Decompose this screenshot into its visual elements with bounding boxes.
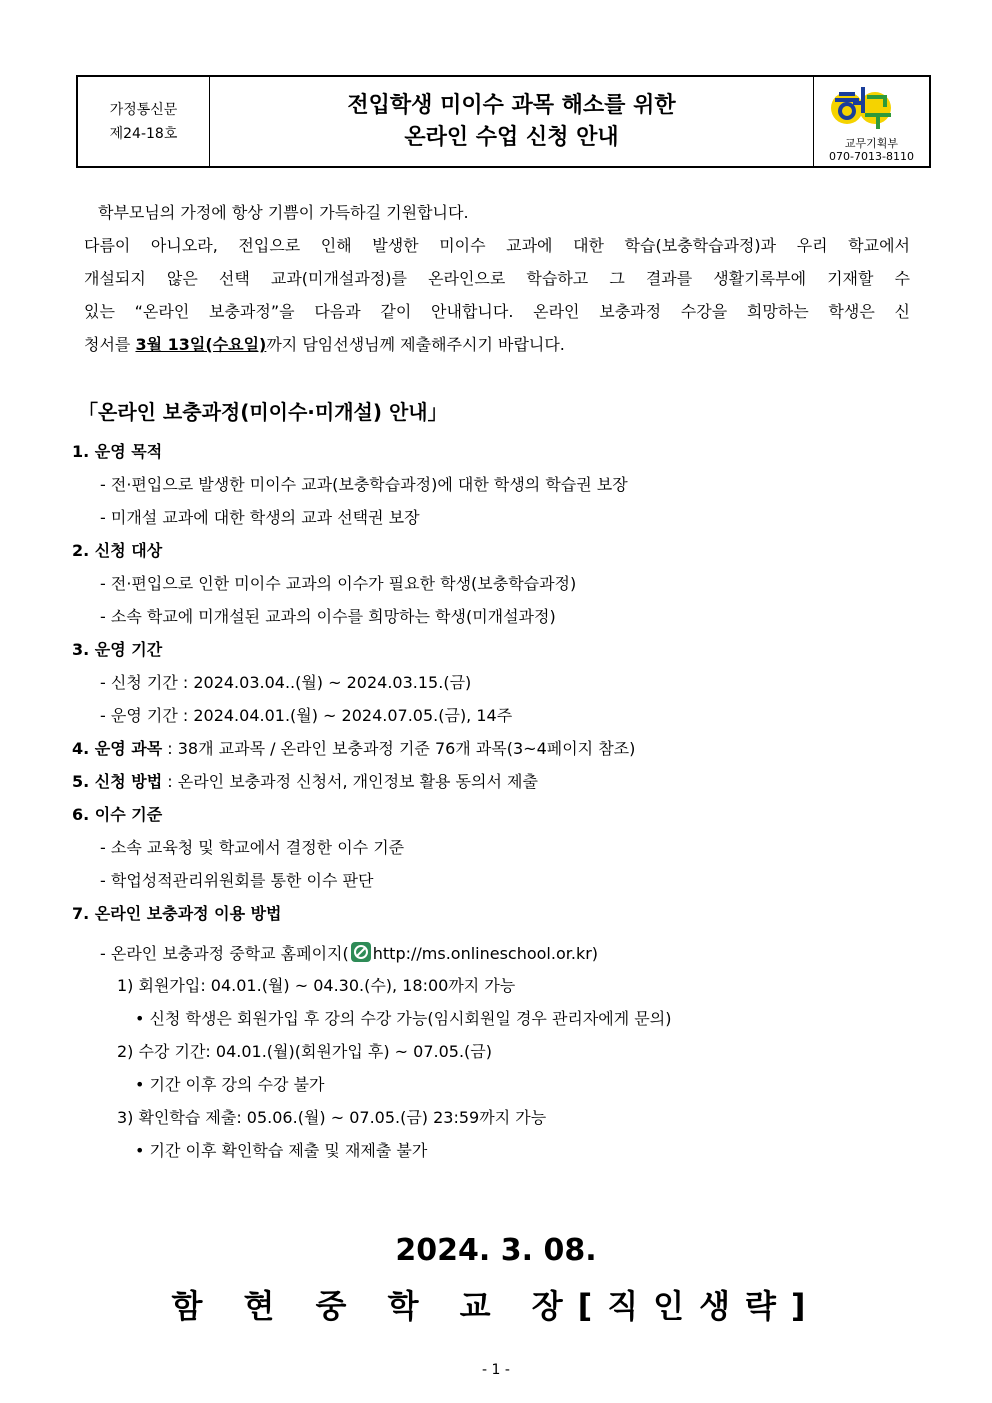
intro-line: 다름이 아니오라, 전입으로 인해 발생한 미이수 교과에 대한 학습(보충학습과정)과 우리 학교에서 bbox=[84, 236, 910, 255]
list-item: - 운영 기간 : 2024.04.01.(월) ~ 2024.07.05.(금), 14주 bbox=[100, 706, 513, 725]
notice-number-box bbox=[78, 77, 210, 166]
method-value: : 온라인 보충과정 신청서, 개인정보 활용 동의서 제출 bbox=[162, 772, 538, 791]
department-phone: 070-7013-8110 bbox=[829, 150, 914, 163]
bullet-item: • 기간 이후 강의 수강 불가 bbox=[135, 1075, 325, 1094]
homepage-label: - 온라인 보충과정 중학교 홈페이지( bbox=[100, 944, 349, 963]
heading-period: 3. 운영 기간 bbox=[72, 640, 163, 659]
heading-purpose: 1. 운영 목적 bbox=[72, 442, 163, 461]
courses-value: : 38개 교과목 / 온라인 보충과정 기준 76개 과목(3~4페이지 참조) bbox=[162, 739, 636, 758]
page-number: - 1 - bbox=[482, 1362, 510, 1378]
heading-courses: 4. 운영 과목 bbox=[72, 739, 163, 758]
courses-line bbox=[72, 739, 635, 759]
list-item: - 신청 기간 : 2024.03.04..(월) ~ 2024.03.15.(금) bbox=[100, 673, 472, 692]
deadline-date: 3월 13일(수요일) bbox=[135, 335, 267, 354]
list-item: - 전·편입으로 인한 미이수 교과의 이수가 필요한 학생(보충학습과정) bbox=[100, 574, 577, 593]
intro-text: 까지 담임선생님께 제출해주시기 바랍니다. bbox=[266, 335, 565, 354]
school-logo bbox=[826, 83, 896, 135]
list-item: - 미개설 교과에 대한 학생의 교과 선택권 보장 bbox=[100, 508, 420, 527]
heading-target: 2. 신청 대상 bbox=[72, 541, 163, 560]
list-item: 2) 수강 기간: 04.01.(월)(회원가입 후) ~ 07.05.(금) bbox=[117, 1042, 492, 1061]
heading-usage: 7. 온라인 보충과정 이용 방법 bbox=[72, 904, 282, 923]
list-item: - 전·편입으로 발생한 미이수 교과(보충학습과정)에 대한 학생의 학습권 보장 bbox=[100, 475, 628, 494]
homepage-url[interactable]: http://ms.onlineschool.or.kr) bbox=[372, 944, 599, 963]
list-item: - 소속 학교에 미개설된 교과의 이수를 희망하는 학생(미개설과정) bbox=[100, 607, 556, 626]
list-item: 3) 확인학습 제출: 05.06.(월) ~ 07.05.(금) 23:59까지 가능 bbox=[117, 1108, 547, 1127]
heading-criteria: 6. 이수 기준 bbox=[72, 805, 163, 824]
intro-paragraph bbox=[84, 196, 910, 361]
link-icon bbox=[350, 941, 372, 963]
homepage-line bbox=[100, 941, 598, 964]
method-line bbox=[72, 772, 538, 792]
issue-date: 2024. 3. 08. bbox=[395, 1233, 597, 1268]
document-title-box bbox=[210, 77, 813, 166]
greeting: 학부모님의 가정에 항상 기쁨이 가득하길 기원합니다. bbox=[98, 203, 469, 222]
intro-text: 청서를 bbox=[84, 335, 136, 354]
department-name: 교무기획부 bbox=[844, 137, 899, 150]
document-header bbox=[76, 75, 931, 168]
heading-method: 5. 신청 방법 bbox=[72, 772, 163, 791]
principal-signature: 함 현 중 학 교 장[직인생략] bbox=[171, 1287, 821, 1325]
list-item: - 소속 교육청 및 학교에서 결정한 이수 기준 bbox=[100, 838, 405, 857]
bullet-item: • 기간 이후 확인학습 제출 및 재제출 불가 bbox=[135, 1141, 428, 1160]
section-title: 「온라인 보충과정(미이수·미개설) 안내」 bbox=[78, 400, 448, 424]
document-title-line2: 온라인 수업 신청 안내 bbox=[404, 124, 619, 150]
notice-label: 가정통신문 bbox=[109, 101, 178, 118]
document-title-line1: 전입학생 미이수 과목 해소를 위한 bbox=[347, 92, 676, 118]
list-item: - 학업성적관리위원회를 통한 이수 판단 bbox=[100, 871, 374, 890]
bullet-item: • 신청 학생은 회원가입 후 강의 수강 가능(임시회원일 경우 관리자에게 문의) bbox=[135, 1009, 672, 1028]
intro-line-deadline bbox=[84, 328, 910, 361]
notice-number: 제24-18호 bbox=[109, 125, 178, 142]
list-item: 1) 회원가입: 04.01.(월) ~ 04.30.(수), 18:00까지 가능 bbox=[117, 976, 516, 995]
intro-line: 있는 “온라인 보충과정”을 다음과 같이 안내합니다. 온라인 보충과정 수강을 희망하는 학생은 신 bbox=[84, 302, 910, 321]
school-logo-box bbox=[813, 77, 929, 166]
intro-line: 개설되지 않은 선택 교과(미개설과정)를 온라인으로 학습하고 그 결과를 생활기록부에 기재할 수 bbox=[84, 269, 910, 288]
